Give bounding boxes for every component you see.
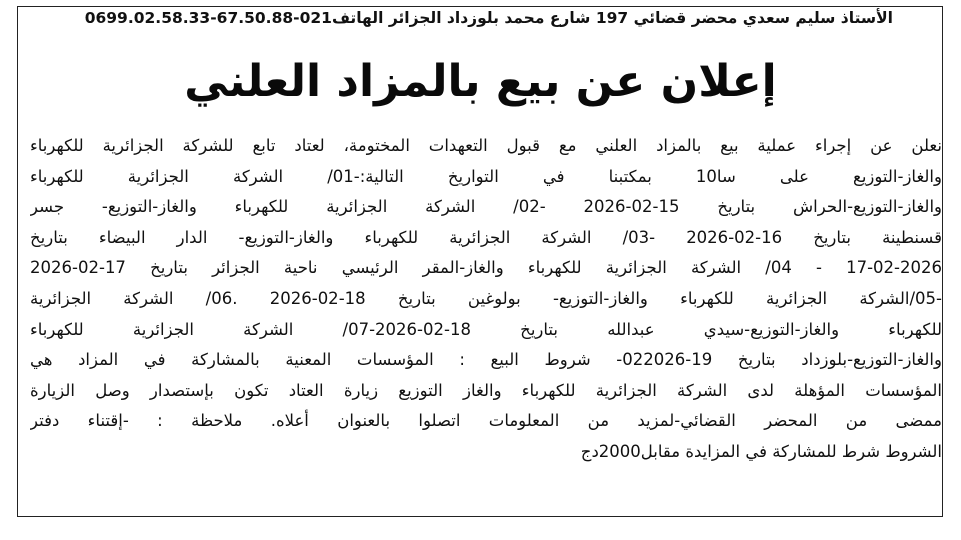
notice-body-line: ممضى من المحضر القضائي-لمزيد من المعلومات اتصلوا بالعنوان أعلاه. ملاحظة : -إقتناء دفتر [30, 411, 942, 431]
bailiff-contact-header: الأستاذ سليم سعدي محضر قضائي 197 شارع محمد بلوزداد الجزائر الهاتف021-67.50.88-0699.02.58.33 [84, 9, 893, 27]
notice-body-line: المؤسسات المؤهلة لدى الشركة الجزائرية للكهرباء والغاز التوزيع زيارة العتاد تكون بإستصدار وصل الزيارة [30, 380, 942, 400]
notice-body-line: نعلن عن إجراء عملية بيع بالمزاد العلني مع قبول التعهدات المختومة، لعتاد تابع للشركة الجزائرية للكهرباء [30, 136, 942, 155]
notice-body-line: للكهرباء والغاز-التوزيع-سيدي عبدالله بتاريخ 18-02-2026-07/ الشركة الجزائرية للكهرباء [30, 319, 942, 339]
notice-body-line: الشروط شرط للمشاركة في المزايدة مقابل2000دج [580, 441, 942, 461]
notice-body-line: والغاز-التوزيع-الحراش بتاريخ 15-02-2026 -02/ الشركة الجزائرية للكهرباء والغاز-التوزيع- جسر [30, 197, 942, 217]
notice-body [30, 131, 942, 468]
notice-body-line: قسنطينة بتاريخ 16-02-2026 -03/ الشركة الجزائرية للكهرباء والغاز-التوزيع- الدار البيضاء بتاريخ [30, 227, 942, 247]
notice-body-line: والغاز-التوزيع على سا10 بمكتبنا في التواريخ التالية:-01/ الشركة الجزائرية للكهرباء [30, 166, 942, 186]
notice-title: إعلان عن بيع بالمزاد العلني [184, 56, 777, 107]
notice-body-line: والغاز-التوزيع-بلوزداد بتاريخ 19-022026- شروط البيع : المؤسسات المعنية بالمشاركة في المزاد هي [30, 350, 942, 370]
notice-body-line: 17-02-2026 - 04/ الشركة الجزائرية للكهرباء والغاز-المقر الرئيسي ناحية الجزائر بتاريخ 17-02-2026 [30, 258, 942, 278]
notice-body-line: -05/الشركة الجزائرية للكهرباء والغاز-التوزيع- بولوغين بتاريخ 18-02-2026 .06/ الشركة الجزائرية [30, 288, 942, 308]
